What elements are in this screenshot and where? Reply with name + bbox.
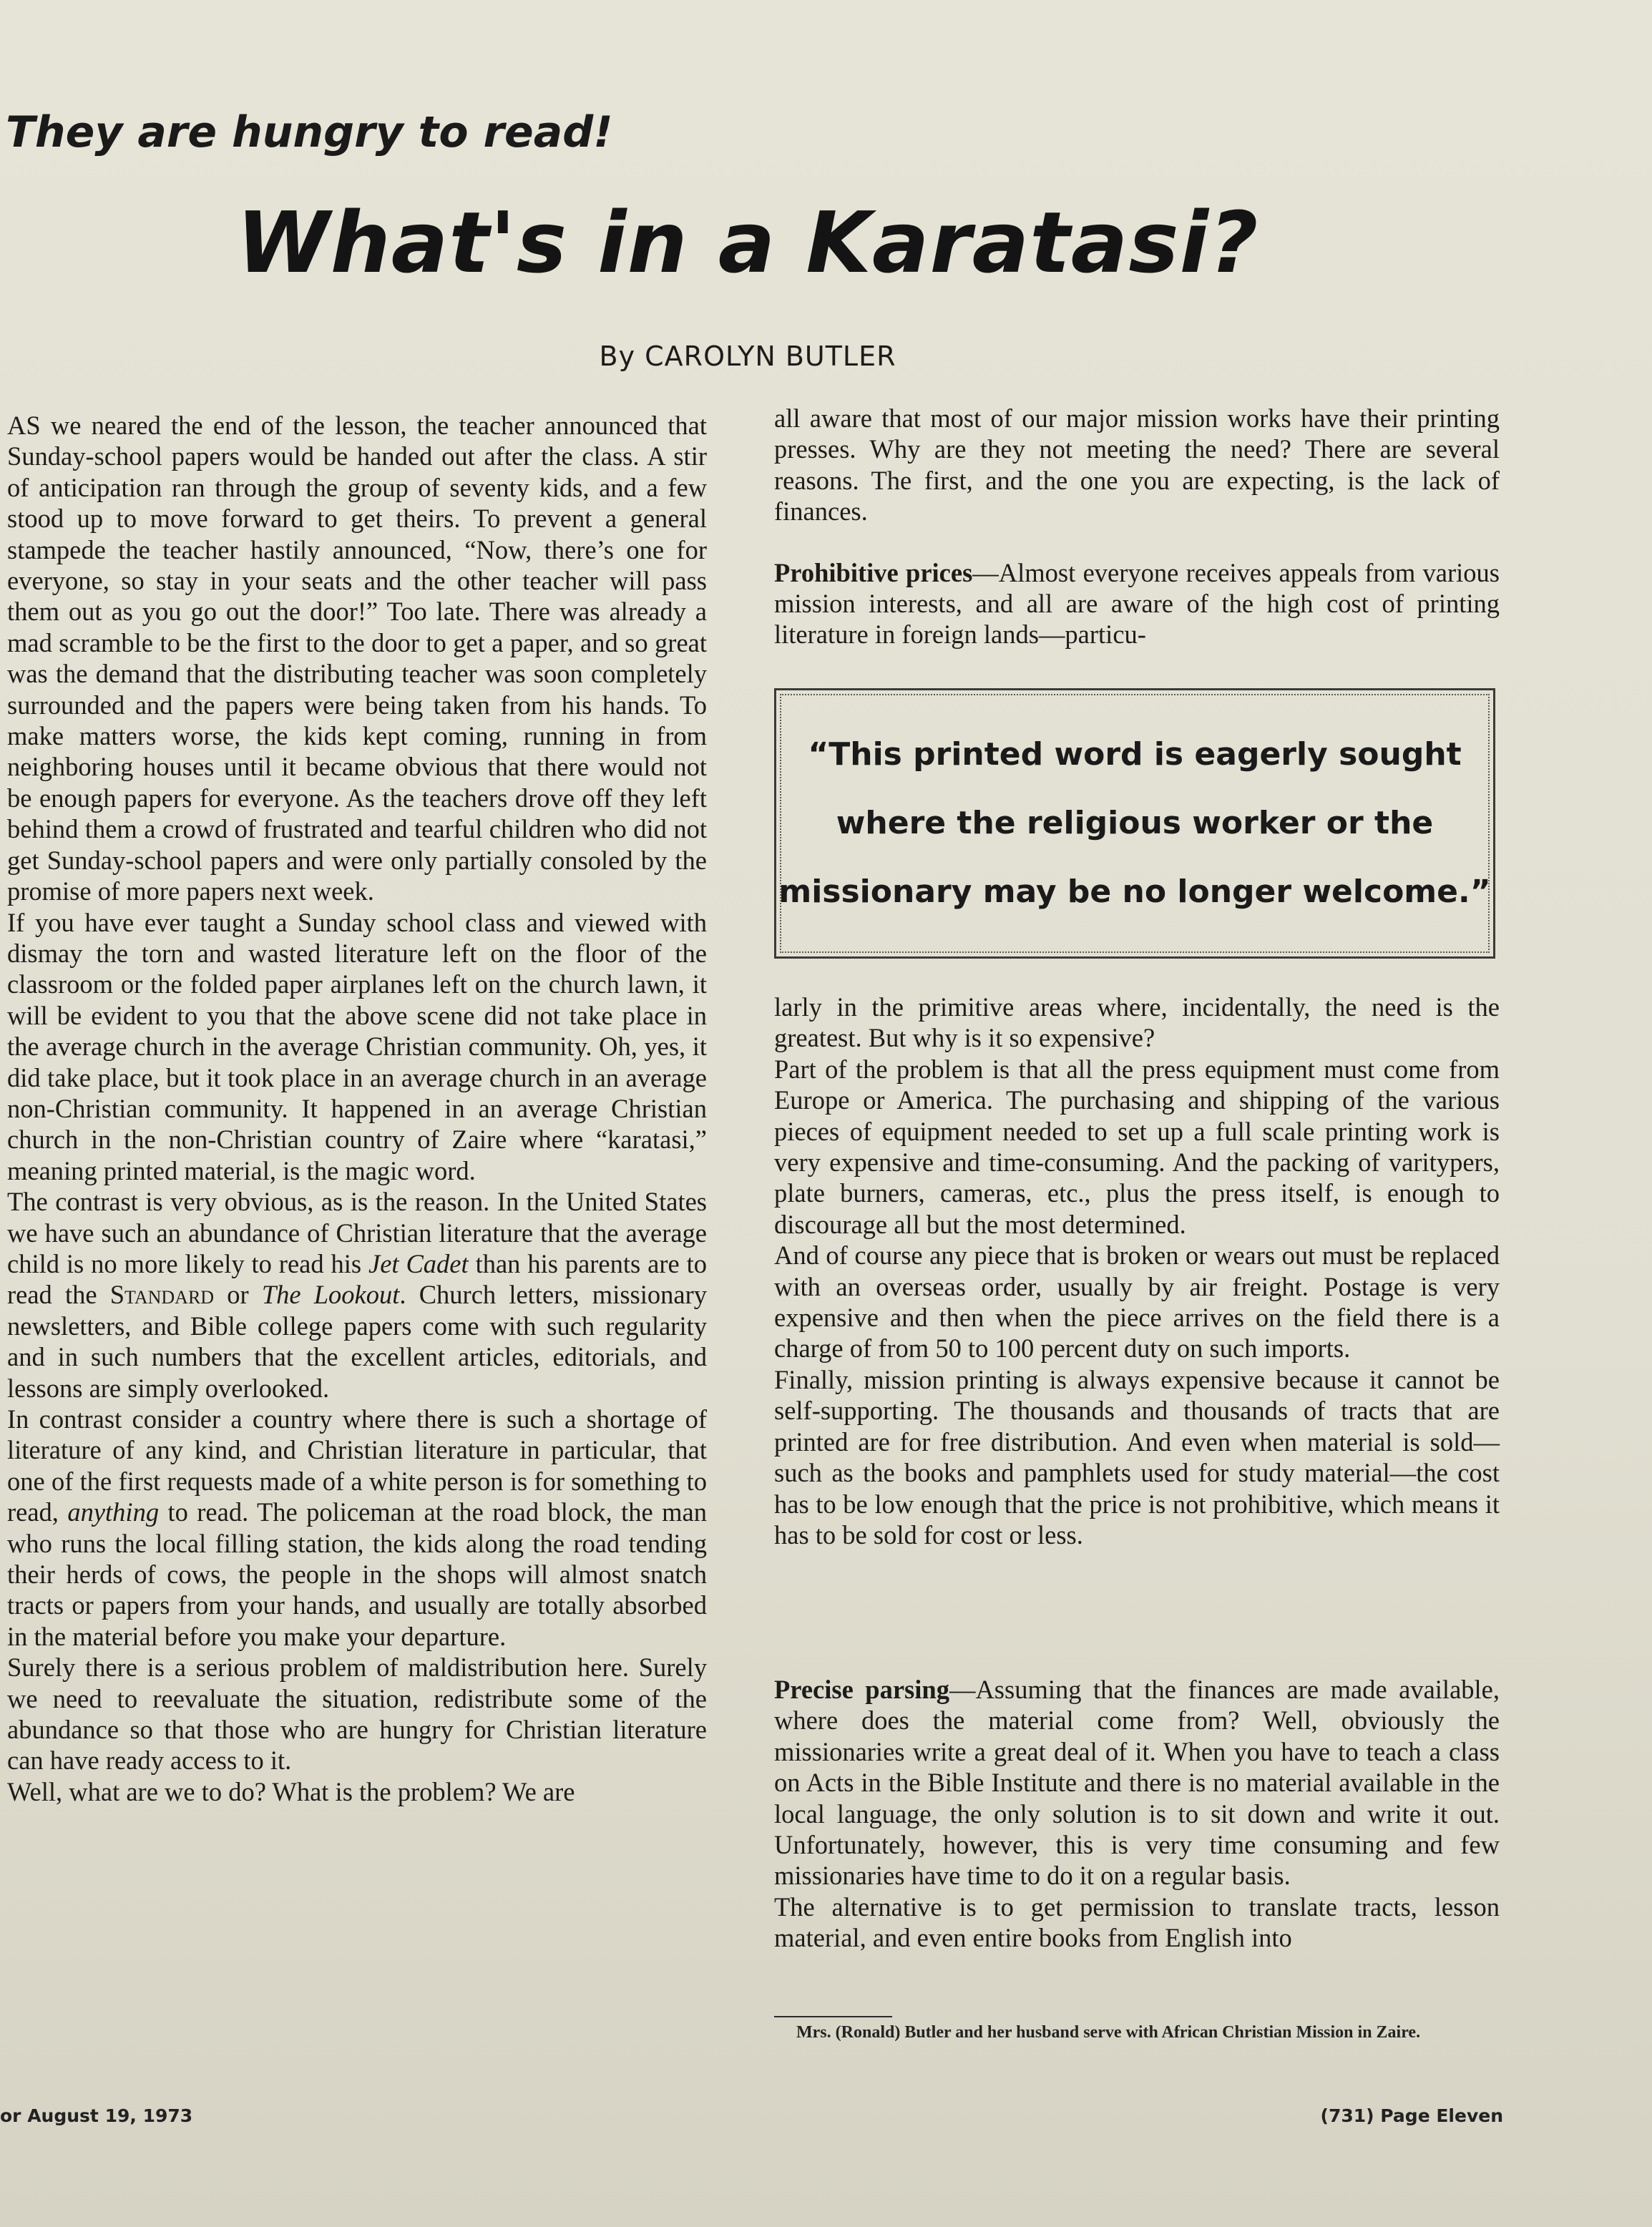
- paragraph: AS we neared the end of the lesson, the teacher announced that Sunday-school papers would be handed out after the class. A stir of anticipation ran through the group of seventy kids, and a few stood up to move forward to get theirs. To prevent a general stampede the teacher hastily announced, “Now, there’s one for everyone, so stay in your seats and the other teacher will pass them out as you go out the door!” Too late. There was already a mad scramble to be the first to the door to get a paper, and so great was the demand that the distributing teacher was soon completely surrounded and the papers were being taken from his hands. To make matters worse, the kids kept coming, running in from neighboring houses until it became obvious that there would not be enough papers for everyone. As the teachers drove off they left behind them a crowd of frustrated and tearful children who did not get Sunday-school papers and were only partially consoled by the promise of more papers next week.: [7, 411, 707, 906]
- page-number: (731) Page Eleven: [1320, 2105, 1503, 2126]
- paragraph: Surely there is a serious problem of maldistribution here. Surely we need to reevaluate the situation, redistribute some of the abundance so that those who are hungry for Christian literature can have ready access to it.: [7, 1653, 707, 1776]
- text-run: In contrast consider a country where there is such a shortage of literature of any kind, and Christian literature in particular, that one of the first requests made of a white person is for something to read,: [7, 1404, 707, 1527]
- text-run: —Almost everyone receives appeals from various mission interests, and all are aware of the high cost of printing literature in foreign lands—particu-: [774, 557, 1500, 650]
- footnote-rule: [774, 2016, 892, 2017]
- kicker-line: They are hungry to read!: [6, 107, 613, 157]
- paragraph: Part of the problem is that all the press equipment must come from Europe or America. The purchasing and shipping of the various pieces of equipment needed to set up a full scale printing work is very expensive and time-consuming. And the packing of varitypers, plate burners, cameras, etc., plus the press itself, is enough to discourage all but the most determined.: [774, 1054, 1500, 1239]
- text-run: to read. The policeman at the road block, the man who runs the local filling station, the kids along the road tending their herds of cows, the people in the shops will almost snatch tracts or papers from your hands, and usually are totally absorbed in the material before you make your departure.: [7, 1497, 707, 1651]
- right-column-top: [774, 403, 1500, 650]
- page-date: or August 19, 1973: [0, 2105, 193, 2126]
- paragraph: [7, 1404, 707, 1652]
- paragraph: The alternative is to get permission to translate tracts, lesson material, and even entire books from English into: [774, 1891, 1500, 1953]
- paragraph: Well, what are we to do? What is the problem? We are: [7, 1776, 575, 1806]
- paragraph: larly in the primitive areas where, incidentally, the need is the greatest. But why is it so expensive?: [774, 992, 1500, 1053]
- magazine-name: Jet Cadet: [368, 1248, 469, 1278]
- magazine-name: The Lookout: [261, 1280, 400, 1310]
- byline: By CAROLYN BUTLER: [599, 341, 896, 372]
- pull-quote-line: “This printed word is eagerly sought: [808, 736, 1462, 773]
- paragraph: And of course any piece that is broken or wears out must be replaced with an overseas order, usually by air freight. Postage is very expensive and then when the piece arrives on the field there is a charge of from 50 to 100 percent duty on such imports.: [774, 1240, 1500, 1364]
- text-run: or: [214, 1280, 262, 1310]
- right-column-bottom: [774, 1674, 1500, 1954]
- article-title: What's in a Karatasi?: [236, 193, 1259, 292]
- pull-quote-box: [774, 688, 1495, 959]
- magazine-name: Standard: [109, 1280, 215, 1310]
- text-run: than his parents are to read the: [7, 1248, 707, 1310]
- paragraph: If you have ever taught a Sunday school class and viewed with dismay the torn and wasted literature left on the floor of the classroom or the folded paper airplanes left on the church lawn, it will be evident to you that the above scene did not take place in the average church in the average Christian community. Oh, yes, it did take place, but it took place in an average church in an average non-Christian community. It happened in an average Christian church in the non-Christian country of Zaire where “karatasi,” meaning printed material, is the magic word.: [7, 907, 707, 1185]
- paragraph: [7, 1186, 707, 1404]
- emphasis-word: anything: [67, 1497, 160, 1527]
- text-run: . Church letters, missionary newsletters, and Bible college papers come with such regularity and in such numbers that the excellent articles, editorials, and lessons are simply overlooked.: [7, 1280, 707, 1403]
- left-column: [7, 410, 707, 1807]
- paragraph: all aware that most of our major mission works have their printing presses. Why are they not meeting the need? There are several reasons. The first, and the one you are expecting, is the lack of finances.: [774, 403, 1500, 527]
- text-run: The contrast is very obvious, as is the reason. In the United States we have such an abundance of Christian literature that the average child is no more likely to read his: [7, 1187, 707, 1278]
- section-head: Prohibitive prices: [774, 557, 973, 587]
- section-precise-parsing: [774, 1674, 1500, 1891]
- section-prohibitive-prices: [774, 557, 1500, 650]
- section-head: Precise parsing: [774, 1675, 949, 1704]
- pull-quote-line: missionary may be no longer welcome.”: [778, 873, 1491, 910]
- author-footnote: Mrs. (Ronald) Butler and her husband serve with African Christian Mission in Zaire.: [796, 2023, 1421, 2042]
- text-run: —Assuming that the finances are made available, where does the material come from? Well, obviously the missionaries write a great deal of it. When you have to teach a class on Acts in the Bible Institute and there is no material available in the local language, the only solution is to sit down and write it out. Unfortunately, however, this is very time consuming and few missionaries have time to do it on a regular basis.: [774, 1675, 1500, 1891]
- paragraph: Finally, mission printing is always expensive because it cannot be self-supporting. The thousands and thousands of tracts that are printed are for free distribution. And even when material is sold—such as the books and pamphlets used for study material—the cost has to be low enough that the price is not prohibitive, which means it has to be sold for cost or less.: [774, 1364, 1500, 1550]
- right-column-mid: [774, 992, 1500, 1550]
- pull-quote-line: where the religious worker or the: [836, 805, 1434, 841]
